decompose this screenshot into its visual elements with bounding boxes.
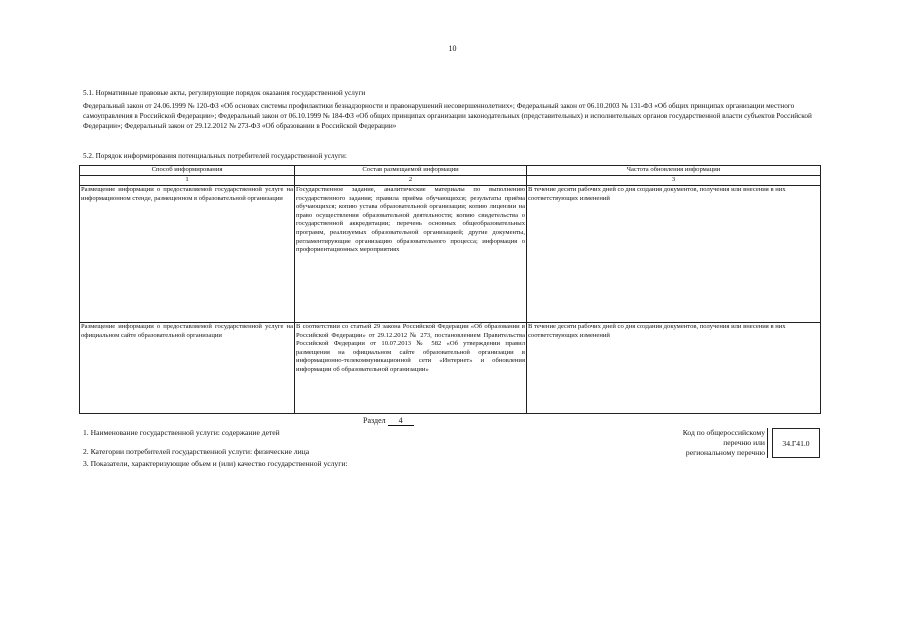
information-table (79, 165, 821, 414)
frequency-cell: В течение десяти рабочих дней со дня создания документов, получения или внесения в них соответствующих изменений (527, 186, 821, 323)
page-number: 10 (448, 44, 457, 53)
frequency-cell: В течение десяти рабочих дней со дня создания документов, получения или внесения в них соответствующих изменений (527, 323, 821, 414)
consumer-category: 2. Категории потребителей государственной услуги: физические лица (83, 447, 310, 456)
table-row (80, 323, 821, 414)
column-number: 2 (295, 176, 527, 186)
section-label: Раздел (363, 416, 386, 425)
code-label-line: Код по общероссийскому (682, 428, 765, 437)
section-number: 4 (388, 416, 414, 426)
code-label-line: региональному перечню (685, 448, 765, 457)
header-content: Состав размещаемой информации (295, 166, 527, 176)
section-5-1-title: 5.1. Нормативные правовые акты, регулирующие порядок оказания государственной услуги (83, 89, 366, 97)
section-heading (363, 416, 414, 426)
registry-code: 34.Г41.0 (782, 438, 810, 448)
header-frequency: Частота обновления информации (527, 166, 821, 176)
code-label (640, 428, 765, 458)
indicators-heading: 3. Показатели, характеризующие объем и (или) качество государственной услуги: (83, 459, 348, 468)
column-number: 1 (80, 176, 295, 186)
method-cell: Размещение информации о предоставляемой государственной услуге на информационном стенде, размещенном в образовательной организации (80, 186, 295, 323)
table-row (80, 186, 821, 323)
registry-code-box (772, 428, 820, 458)
section-5-2-title: 5.2. Порядок информирования потенциальных потребителей государственной услуги: (83, 152, 347, 160)
service-name: 1. Наименование государственной услуги: содержание детей (83, 428, 280, 437)
content-cell: В соответствии со статьей 29 закона Российской Федерации «Об образовании в Российской Федерации» от 29.12.2012 № 273, постановлением Правительства Российской Федерации от 10.07.2013 № 582 «Об утверждении правил размещения на официальном сайте образовательной организации в информационно-телекоммуникационной сети «Интернет» и обновления информации об образовательной организации» (295, 323, 527, 414)
header-method: Способ информирования (80, 166, 295, 176)
content-cell: Государственное задание, аналитические материалы по выполнению государственного задания; правила приёма обучающихся; результаты приёма обучающихся; копию устава образовательной организации; копию лицензии на право осуществления образовательной деятельности; копию свидетельства о государственной аккредитации; перечень основных общеобразовательных программ, реализуемых образовательной организацией; другие документы, регламентирующие организацию образовательного процесса; информация о профориентационных мероприятиях (295, 186, 527, 323)
column-number: 3 (527, 176, 821, 186)
code-label-line: перечню или (723, 438, 765, 447)
legal-acts-text: Федеральный закон от 24.06.1999 № 120-ФЗ «Об основах системы профилактики безнадзорности и правонарушений несовершеннолетних»; Федеральный закон от 06.10.2003 № 131-ФЗ «Об общих принципах организации местного самоуправления в Российской Федерации»; Федеральный закон от 06.10.1999 № 184-ФЗ «Об общих принципах организации законодательных (представительных) и исполнительных органов государственной власти субъектов Российской Федерации»; Федеральный закон от 29.12.2012 № 273-ФЗ «Об образовании в Российской Федерации» (83, 102, 812, 130)
method-cell: Размещение информации о предоставляемой государственной услуге на официальном сайте образовательной организации (80, 323, 295, 414)
divider (767, 428, 768, 458)
